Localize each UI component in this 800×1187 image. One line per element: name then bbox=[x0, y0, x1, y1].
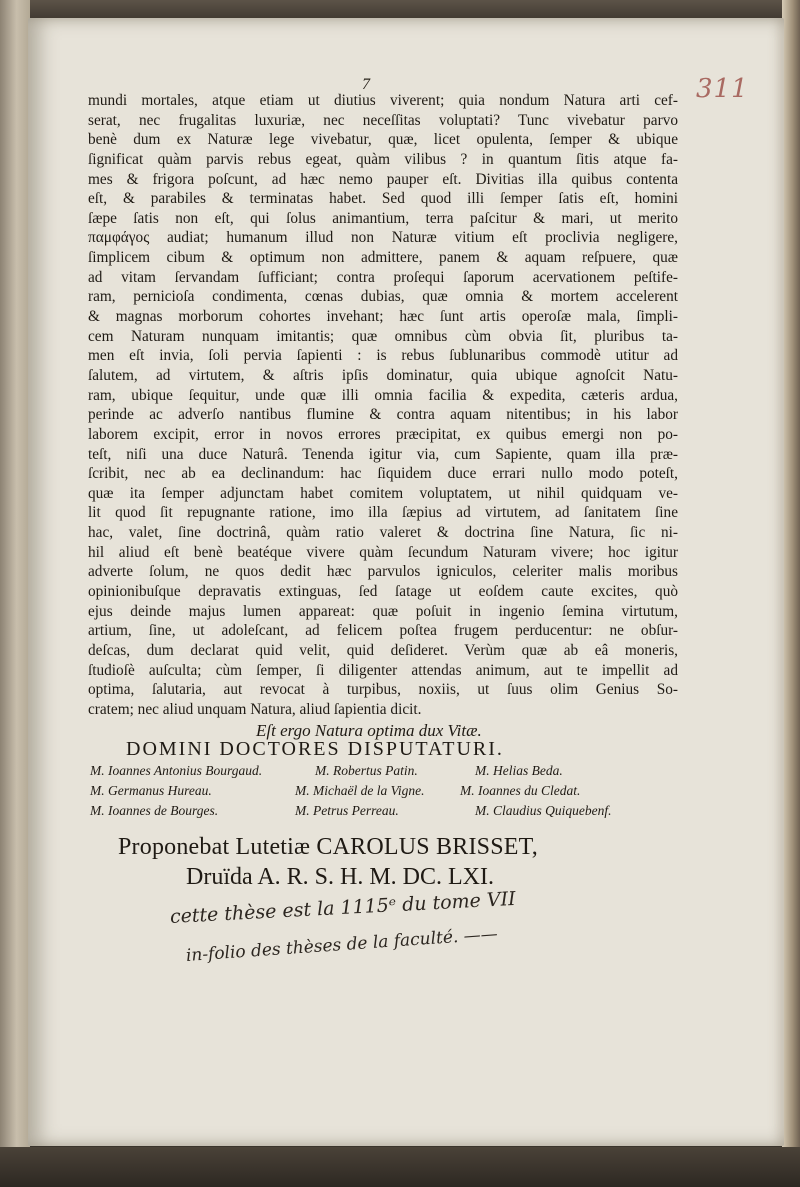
body-text-line: eſt, & parabiles & terminatas habet. Sed quod illi ſemper ſatis eſt, homini bbox=[88, 190, 678, 208]
body-text-line: deſcas, dum declarat quid velit, quid deſideret. Verùm quæ ab eâ moneris, bbox=[88, 641, 678, 659]
disputants-row bbox=[90, 801, 650, 821]
body-text-line: adverte ſolum, ne quos dedit hæc parvulos igniculos, celeriter malis moribus bbox=[88, 563, 678, 581]
body-text-line: quæ ita ſemper adjunctam habet comitem voluptatem, ut nihil quidquam ve- bbox=[88, 484, 678, 502]
body-text-line: artium, ſine, ut adoleſcant, ad felicem poſtea frugem perducentur: ne obſur- bbox=[88, 622, 678, 640]
handwritten-annotation-line: in-folio des thèses de la faculté. —— bbox=[185, 924, 499, 966]
body-text-line: ſalutem, ad virtutem, & aſtris ipſis dominatur, quia ubique agnoſcit Natu- bbox=[88, 366, 678, 384]
body-text-line: men eſt invia, ſoli pervia ſapienti : is rebus ſublunaribus commodè utitur ad bbox=[88, 347, 678, 365]
body-text-line: benè dum ex Naturæ lege vivebatur, quæ, licet opulenta, ſemper & ubique bbox=[88, 131, 678, 149]
thesis-body-text bbox=[88, 91, 678, 720]
doctor-name: M. Ioannes du Cledat. bbox=[460, 783, 581, 798]
body-text-line: mes & frigora poſcunt, ad hæc nemo pauper eſt. Divitias illa quibus contenta bbox=[88, 170, 678, 188]
body-text-line: cem Naturam nunquam imitantis; quæ omnibus cùm obvia ſit, pluribus ta- bbox=[88, 327, 678, 345]
body-text-line: hil aliud eſt benè beatéque vivere quàm ſecundum Naturam vivere; hoc igitur bbox=[88, 543, 678, 561]
handwritten-folio-number: 311 bbox=[696, 74, 749, 104]
doctor-name: M. Claudius Quiquebenf. bbox=[475, 803, 612, 818]
body-text-line: optima, ſalutaria, aut revocat à turpibus, noxiis, ut ſuus olim Genius So- bbox=[88, 681, 678, 699]
body-text-line: serat, nec frugalitas luxuriæ, nec neceſſitas voluptati? Tunc vivebatur parvo bbox=[88, 111, 678, 129]
doctor-name: M. Germanus Hureau. bbox=[90, 783, 212, 798]
body-text-line: perinde ac adverſo nantibus flumine & contra aquam nitentibus; in his labor bbox=[88, 406, 678, 424]
thesis-conclusion: Eſt ergo Natura optima dux Vitæ. bbox=[256, 721, 482, 740]
body-text-line: ſtudioſè auſculta; cùm ſemper, ſi diligenter attendas animum, aut te impellit ad bbox=[88, 661, 678, 679]
doctor-name: M. Michaël de la Vigne. bbox=[295, 783, 425, 798]
imprint-date: Druïda A. R. S. H. M. DC. LXI. bbox=[186, 864, 495, 890]
disputants-row bbox=[90, 761, 650, 781]
handwritten-annotation-line: cette thèse est la 1115ᵉ du tome VII bbox=[169, 887, 517, 928]
document-page bbox=[28, 18, 784, 1146]
doctor-name: M. Petrus Perreau. bbox=[295, 803, 399, 818]
disputants-heading: DOMINI DOCTORES DISPUTATURI. bbox=[126, 738, 504, 760]
page-number: 7 bbox=[362, 76, 370, 93]
body-text-line: ſignificat quàm parvis rebus egeat, quàm vilibus ? in quantum ſitis atque fa- bbox=[88, 150, 678, 168]
book-gutter bbox=[0, 0, 30, 1187]
body-text-line: ſcribit, nec ab ea declinandum: hac ſiquidem duce errari nullo modo poteſt, bbox=[88, 465, 678, 483]
body-text-line: ram, ubique ſequitur, unde quæ illi omnia facilia & expedita, cæteris ardua, bbox=[88, 386, 678, 404]
doctor-name: M. Robertus Patin. bbox=[315, 763, 418, 778]
body-text-line: ſæpe ſatis non eſt, qui ſolus animantium, terra paſcitur & mari, ut merito bbox=[88, 209, 678, 227]
body-text-line: hac, valet, ſine doctrinâ, quàm ratio valeret & doctrina ſine Natura, ſic ni- bbox=[88, 524, 678, 542]
body-text-line: opinionibuſque depravatis extinguas, ſed ſatage ut eoſdem caute excites, quò bbox=[88, 583, 678, 601]
body-text-line: παμφάγος audiat; humanum illud non Naturæ vitium eſt proclivia negligere, bbox=[88, 229, 678, 247]
body-text-line: mundi mortales, atque etiam ut diutius viverent; quia nondum Natura arti cef- bbox=[88, 92, 678, 109]
doctor-name: M. Helias Beda. bbox=[475, 763, 563, 778]
body-text-line: ſimplicem cibum & optimum non admittere, panem & aquam reſpuere, quæ bbox=[88, 249, 678, 267]
doctor-name: M. Ioannes de Bourges. bbox=[90, 803, 219, 818]
handwritten-annotation bbox=[148, 886, 708, 996]
disputants-list bbox=[90, 761, 650, 821]
body-text-line: ram, pernicioſa condimenta, cœnas dubias, quæ omnia & mortem accelerent bbox=[88, 288, 678, 306]
body-text-line: lit quod ſit repugnante ratione, imo illa ſæpius ad virtutem, ad ſanitatem ſine bbox=[88, 504, 678, 522]
body-text-line: laborem excipit, error in novos errores præcipitat, ex quibus emergi non po- bbox=[88, 425, 678, 443]
book-bottom-edge bbox=[0, 1147, 800, 1187]
body-text-line: ad vitam ſervandam ſufficiant; contra proſequi ſaporum acervationem peſtife- bbox=[88, 268, 678, 286]
doctor-name: M. Ioannes Antonius Bourgaud. bbox=[90, 763, 263, 778]
imprint-proposer: Proponebat Lutetiæ CAROLUS BRISSET, bbox=[118, 834, 538, 860]
body-text-line: & magnas morborum cohortes invehant; hæc ſunt artis operoſæ mala, ſimpli- bbox=[88, 308, 678, 326]
body-text-line: cratem; nec aliud unquam Natura, aliud ſapientia dicit. bbox=[88, 700, 422, 718]
body-text-line: ejus deinde majus lumen appareat: quæ poſuit in ingenio ſemina virtutum, bbox=[88, 602, 678, 620]
disputants-row bbox=[90, 781, 650, 801]
body-text-line: teſt, niſi una duce Naturâ. Tenenda igitur via, cum Sapiente, quam illa præ- bbox=[88, 445, 678, 463]
book-fore-edge bbox=[782, 0, 800, 1187]
